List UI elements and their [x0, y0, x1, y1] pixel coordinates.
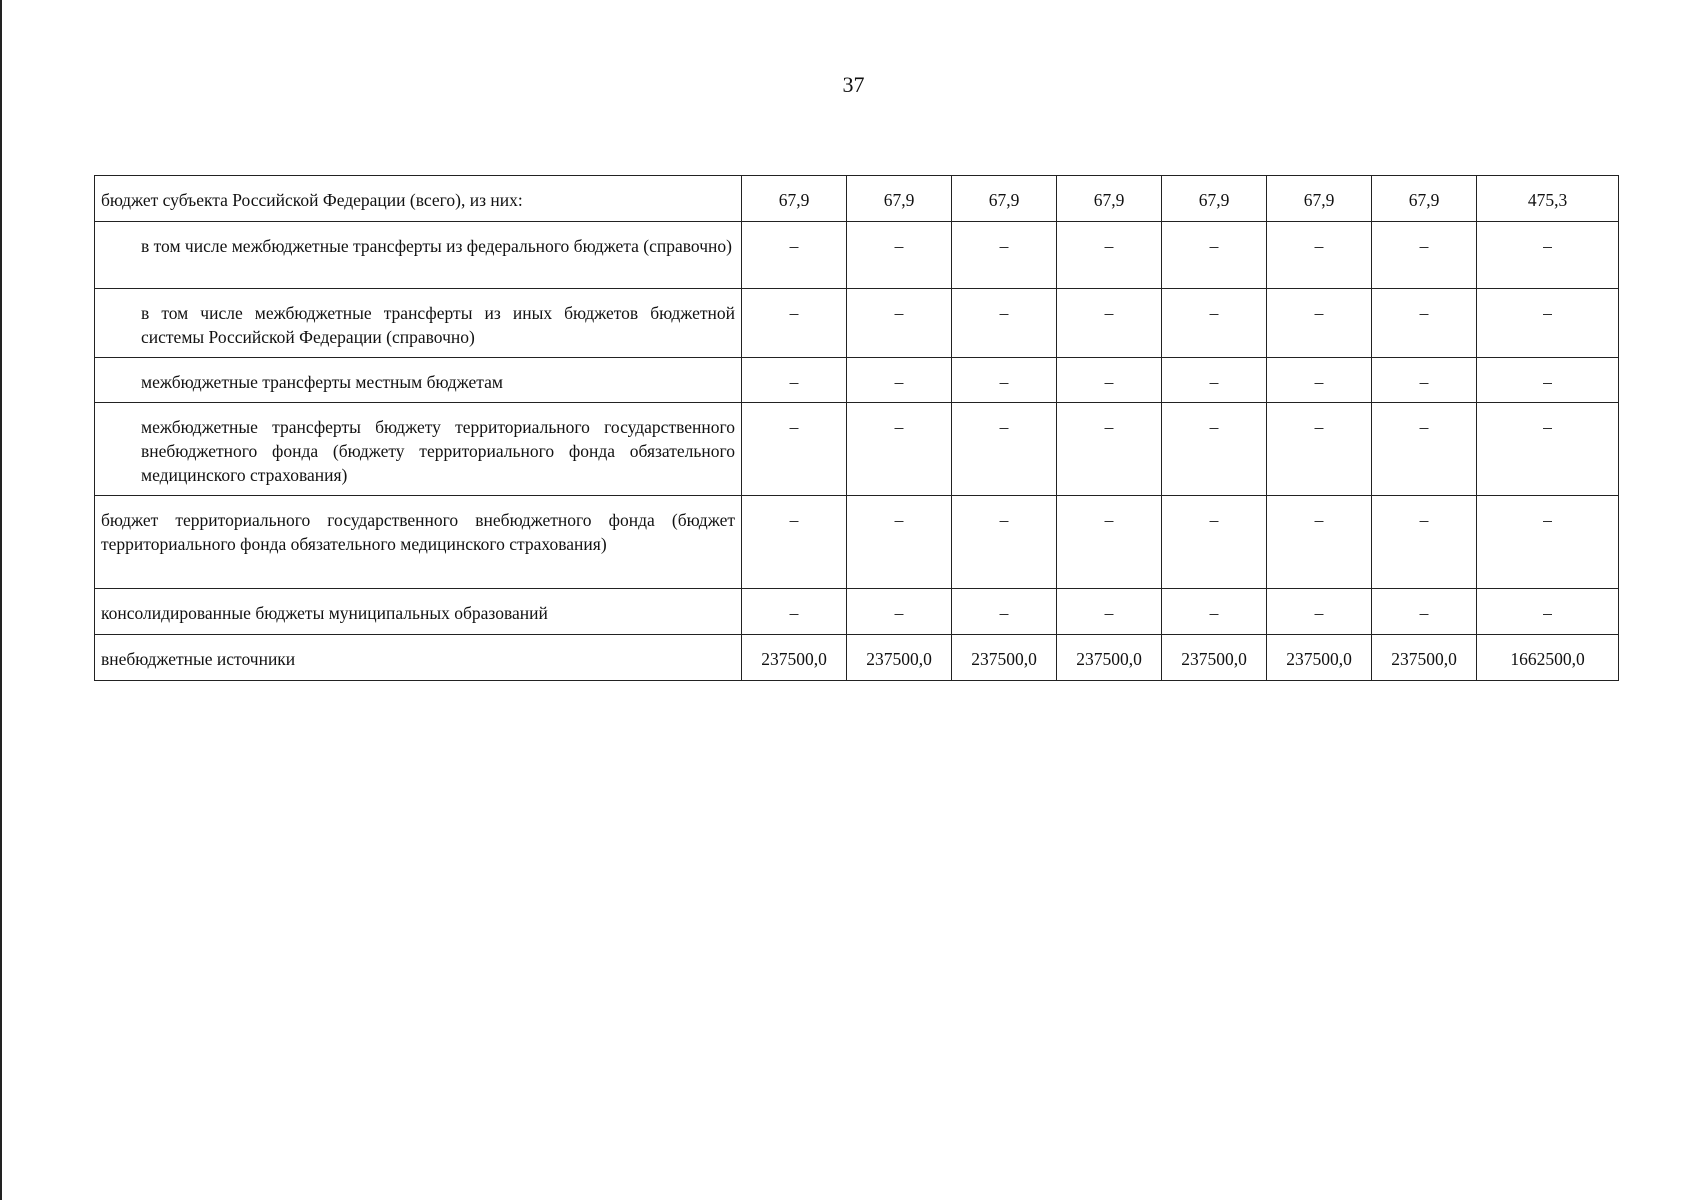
table-row-subject-budget	[95, 176, 1619, 222]
row-label: в том числе межбюджетные трансферты из иных бюджетов бюджетной системы Российской Федерации (справочно)	[95, 289, 742, 358]
table-cell: –	[847, 589, 952, 635]
table-cell: 237500,0	[952, 635, 1057, 681]
table-cell: –	[1057, 589, 1162, 635]
table-cell: –	[742, 358, 847, 403]
table-row-federal-transfers	[95, 222, 1619, 289]
table-cell: –	[742, 403, 847, 496]
row-label: внебюджетные источники	[95, 635, 742, 681]
table-cell: –	[742, 222, 847, 289]
table-cell: –	[1372, 358, 1477, 403]
table-row-territorial-fund-budget	[95, 496, 1619, 589]
page-number: 37	[842, 72, 865, 97]
table-cell: –	[847, 403, 952, 496]
table-cell: –	[1057, 358, 1162, 403]
table-cell: –	[1372, 403, 1477, 496]
table-cell: –	[952, 403, 1057, 496]
table-cell: –	[1267, 496, 1372, 589]
table-cell: –	[952, 358, 1057, 403]
table-cell: 67,9	[742, 176, 847, 222]
table-cell: –	[1057, 403, 1162, 496]
table-cell: –	[847, 358, 952, 403]
row-label: консолидированные бюджеты муниципальных образований	[95, 589, 742, 635]
table-cell: 67,9	[1372, 176, 1477, 222]
table-cell: 67,9	[1162, 176, 1267, 222]
table-cell: –	[1162, 358, 1267, 403]
table-cell: 237500,0	[1372, 635, 1477, 681]
table-row-fund-transfers	[95, 403, 1619, 496]
table-cell-total: 1662500,0	[1477, 635, 1619, 681]
row-label: бюджет территориального государственного внебюджетного фонда (бюджет территориального фонда обязательного медицинского страхования)	[95, 496, 742, 589]
table-cell-total: –	[1477, 222, 1619, 289]
table-cell: –	[1162, 403, 1267, 496]
table-cell: –	[1372, 289, 1477, 358]
budget-table	[94, 175, 1619, 681]
table-cell-total: –	[1477, 358, 1619, 403]
table-cell: 67,9	[1057, 176, 1162, 222]
row-label: в том числе межбюджетные трансферты из федерального бюджета (справочно)	[95, 222, 742, 289]
table-cell: –	[1162, 222, 1267, 289]
row-label: межбюджетные трансферты местным бюджетам	[95, 358, 742, 403]
table-cell: 237500,0	[1057, 635, 1162, 681]
table-cell: 237500,0	[1267, 635, 1372, 681]
table-cell-total: 475,3	[1477, 176, 1619, 222]
table-cell: –	[952, 222, 1057, 289]
table-cell: –	[1057, 289, 1162, 358]
table-cell: –	[952, 496, 1057, 589]
table-cell: –	[1162, 589, 1267, 635]
table-cell: –	[1267, 589, 1372, 635]
table-cell: –	[1267, 289, 1372, 358]
table-cell-total: –	[1477, 496, 1619, 589]
row-label: бюджет субъекта Российской Федерации (всего), из них:	[95, 176, 742, 222]
table-row-local-transfers	[95, 358, 1619, 403]
table-cell: –	[1267, 358, 1372, 403]
table-cell: –	[1162, 496, 1267, 589]
table-cell: –	[742, 289, 847, 358]
table-cell: –	[742, 589, 847, 635]
table-cell-total: –	[1477, 589, 1619, 635]
table-cell-total: –	[1477, 289, 1619, 358]
table-cell: –	[847, 496, 952, 589]
table-cell: 237500,0	[847, 635, 952, 681]
table-cell: 67,9	[952, 176, 1057, 222]
table-cell: 67,9	[1267, 176, 1372, 222]
table-cell: –	[1267, 403, 1372, 496]
table-cell: –	[847, 222, 952, 289]
table-cell: –	[1162, 289, 1267, 358]
row-label: межбюджетные трансферты бюджету территориального государственного внебюджетного фонда (бюджету территориального фонда обязательного медицинского страхования)	[95, 403, 742, 496]
table-cell: 237500,0	[1162, 635, 1267, 681]
table-cell: –	[1372, 222, 1477, 289]
table-cell: 67,9	[847, 176, 952, 222]
table-cell: –	[1057, 496, 1162, 589]
table-cell: –	[742, 496, 847, 589]
table-cell: –	[847, 289, 952, 358]
table-row-municipal-budgets	[95, 589, 1619, 635]
table-cell: 237500,0	[742, 635, 847, 681]
table-cell: –	[1372, 589, 1477, 635]
table-row-other-budget-transfers	[95, 289, 1619, 358]
scan-left-edge	[0, 0, 2, 1200]
table-cell: –	[952, 589, 1057, 635]
table-cell: –	[952, 289, 1057, 358]
table-cell: –	[1372, 496, 1477, 589]
table-row-off-budget-sources	[95, 635, 1619, 681]
table-cell: –	[1267, 222, 1372, 289]
table-cell-total: –	[1477, 403, 1619, 496]
table-cell: –	[1057, 222, 1162, 289]
